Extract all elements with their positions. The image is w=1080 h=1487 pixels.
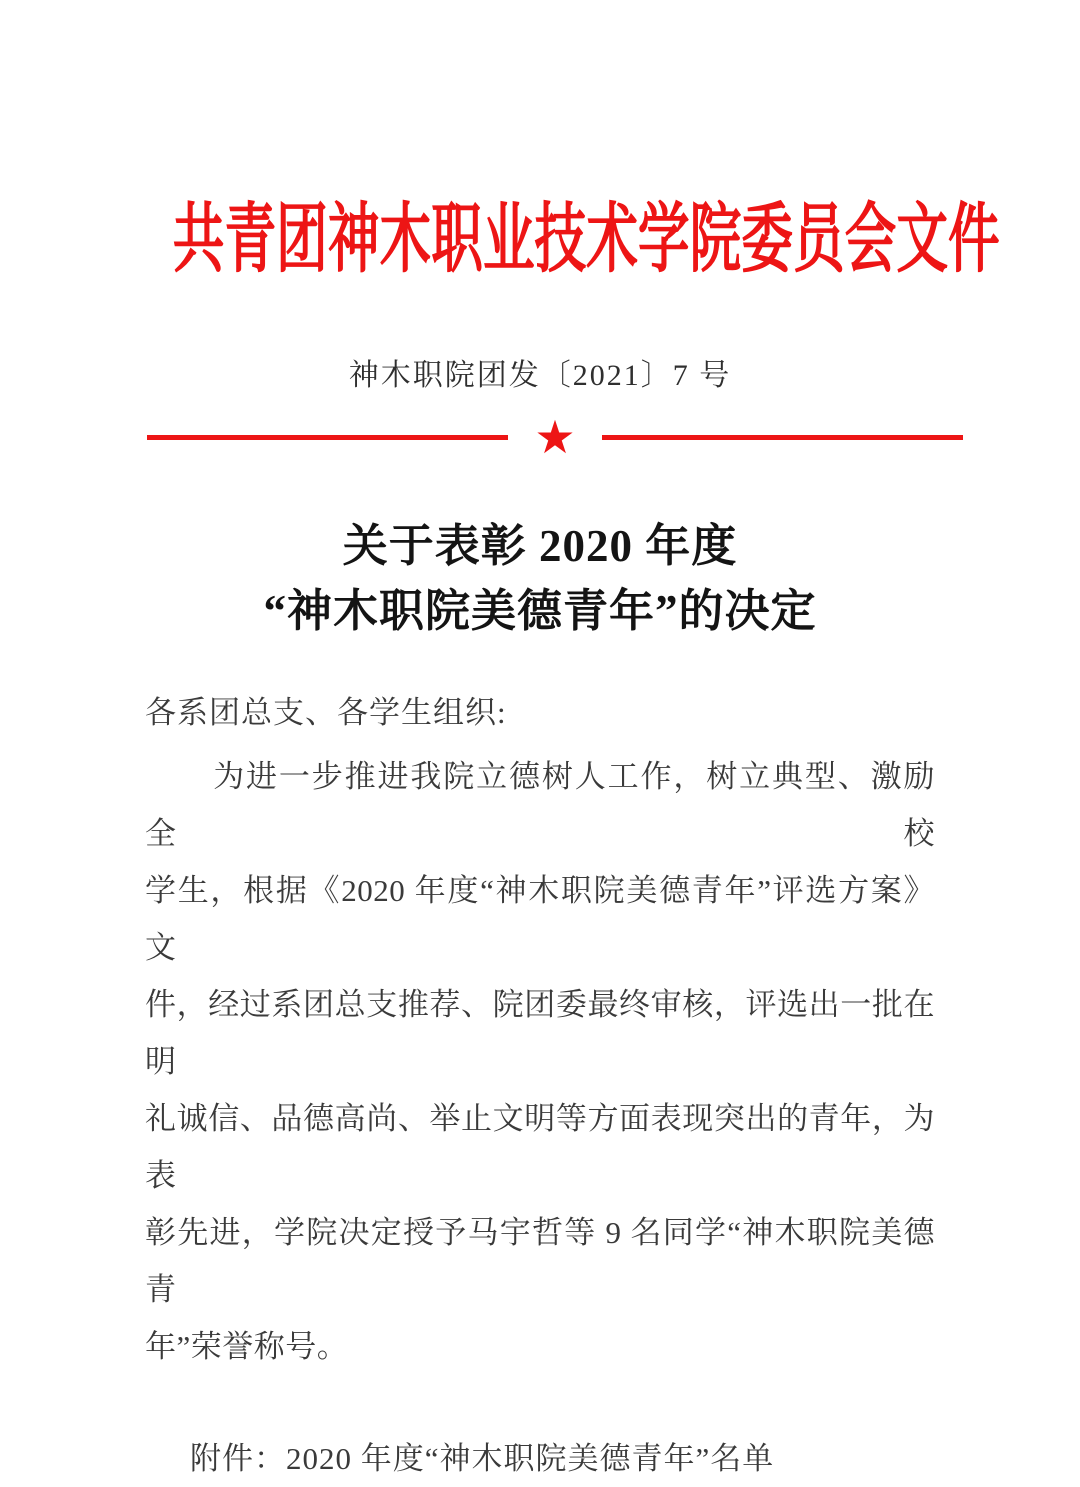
attachment-line: 附件：2020 年度“神木职院美德青年”名单 [190, 1441, 775, 1476]
body-line: 为进一步推进我院立德树人工作，树立典型、激励全校 [145, 759, 935, 851]
body-line: 件，经过系团总支推荐、院团委最终审核，评选出一批在明 [145, 987, 935, 1079]
star-icon: ★ [534, 410, 576, 464]
body-line: 学生，根据《2020 年度“神木职院美德青年”评选方案》文 [145, 873, 935, 965]
body-line: 彰先进，学院决定授予马宇哲等 9 名同学“神木职院美德青 [145, 1215, 935, 1307]
body-line: 礼诚信、品德高尚、举止文明等方面表现突出的青年，为表 [145, 1101, 935, 1193]
document-title [0, 514, 1080, 644]
divider-line-left [147, 435, 508, 440]
red-divider [147, 410, 963, 464]
document-body [145, 690, 935, 1487]
body-paragraph [145, 748, 935, 1375]
document-title-line1: 关于表彰 2020 年度 [342, 521, 738, 571]
salutation-line: 各系团总支、各学生组织: [145, 695, 507, 730]
document-title-line2: “神木职院美德青年”的决定 [263, 586, 817, 636]
divider-line-right [602, 435, 963, 440]
document-number: 神木职院团发〔2021〕7 号 [348, 359, 732, 392]
body-line: 年”荣誉称号。 [145, 1329, 349, 1364]
red-masthead-title: 共青团神木职业技术学院委员会文件 [172, 197, 1000, 282]
